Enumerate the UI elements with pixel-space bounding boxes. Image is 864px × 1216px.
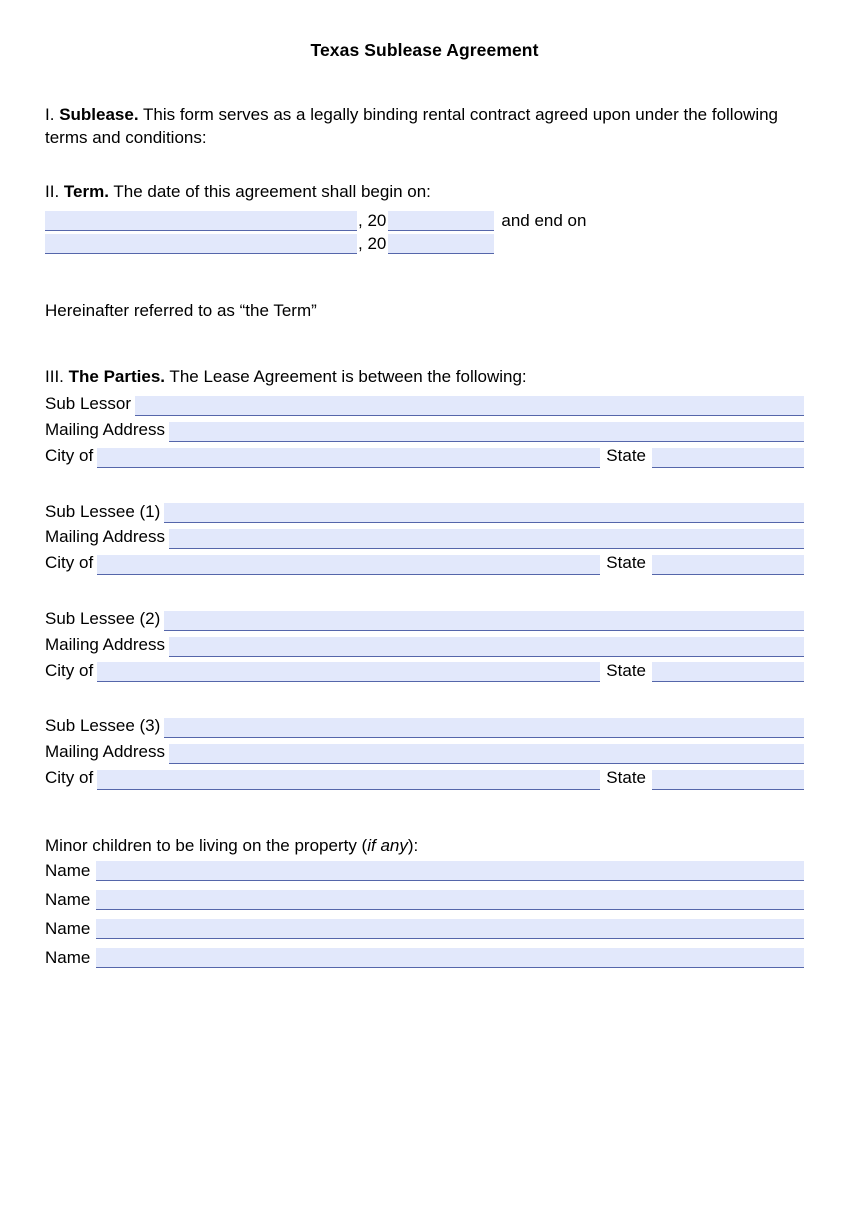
- minor-name-label: Name: [45, 948, 91, 968]
- party-role-label: Sub Lessee (2): [45, 609, 161, 629]
- party-role-label: Sub Lessor: [45, 394, 131, 414]
- minor-name-row: [45, 890, 804, 910]
- party-city-state-row: [45, 444, 804, 468]
- minor-name-field-2[interactable]: [96, 890, 804, 910]
- party-city-label: City of: [45, 553, 94, 573]
- minor-name-label: Name: [45, 861, 91, 881]
- section-term: [45, 180, 804, 203]
- spacer: [45, 470, 804, 500]
- party-name-row: [45, 500, 804, 524]
- minor-name-label: Name: [45, 890, 91, 910]
- party-mailing-label: Mailing Address: [45, 742, 166, 762]
- party-role-label: Sub Lessee (1): [45, 501, 161, 521]
- party-state-field[interactable]: [652, 770, 804, 790]
- minor-name-field-1[interactable]: [96, 861, 804, 881]
- party-mailing-row: [45, 740, 804, 764]
- minor-children-intro: [45, 834, 804, 857]
- party-mailing-label: Mailing Address: [45, 420, 166, 440]
- minor-name-field-4[interactable]: [96, 948, 804, 968]
- party-mailing-field[interactable]: [169, 637, 804, 657]
- section-parties: [45, 365, 804, 388]
- party-city-field[interactable]: [97, 770, 600, 790]
- party-block-sub-lessee-1: [45, 500, 804, 575]
- party-city-label: City of: [45, 445, 94, 465]
- spacer: [45, 150, 804, 180]
- party-block-sub-lessor: [45, 392, 804, 467]
- minor-name-row: [45, 919, 804, 939]
- minor-name-label: Name: [45, 919, 91, 939]
- page-title: Texas Sublease Agreement: [310, 40, 539, 60]
- party-mailing-label: Mailing Address: [45, 634, 166, 654]
- party-city-state-row: [45, 551, 804, 575]
- party-mailing-field[interactable]: [169, 529, 804, 549]
- party-mailing-field[interactable]: [169, 744, 804, 764]
- section-parties-heading: The Parties.: [68, 366, 166, 386]
- party-city-label: City of: [45, 768, 94, 788]
- section-term-heading: Term.: [63, 181, 109, 201]
- party-state-field[interactable]: [652, 555, 804, 575]
- party-state-label: State: [606, 445, 646, 465]
- party-name-row: [45, 714, 804, 738]
- party-city-state-row: [45, 659, 804, 683]
- term-start-year-field[interactable]: [388, 211, 494, 231]
- party-name-field[interactable]: [164, 718, 804, 738]
- party-name-field[interactable]: [164, 503, 804, 523]
- term-end-comma-20: , 20: [358, 234, 387, 254]
- term-and-end-on-label: and end on: [501, 211, 587, 231]
- party-city-state-row: [45, 766, 804, 790]
- party-mailing-row: [45, 525, 804, 549]
- party-mailing-row: [45, 418, 804, 442]
- section-parties-number: III.: [45, 366, 64, 386]
- party-block-sub-lessee-3: [45, 714, 804, 789]
- section-term-number: II.: [45, 181, 60, 201]
- spacer: [45, 257, 804, 299]
- party-state-label: State: [606, 553, 646, 573]
- minor-children-intro-prefix: Minor children to be living on the property (: [45, 835, 368, 855]
- minor-children-intro-suffix: ):: [407, 835, 419, 855]
- term-end-row: [45, 234, 804, 254]
- party-name-row: [45, 392, 804, 416]
- term-end-year-field[interactable]: [388, 234, 494, 254]
- section-parties-text: The Lease Agreement is between the following:: [165, 366, 527, 386]
- party-state-label: State: [606, 768, 646, 788]
- minor-children-intro-italic: if any: [367, 835, 408, 855]
- section-sublease-text: This form serves as a legally binding rental contract agreed upon under the following terms and conditions:: [45, 105, 779, 148]
- term-start-date-field[interactable]: [45, 211, 357, 231]
- party-role-label: Sub Lessee (3): [45, 716, 161, 736]
- term-start-row: [45, 211, 804, 231]
- spacer: [45, 323, 804, 365]
- party-state-field[interactable]: [652, 662, 804, 682]
- spacer: [45, 684, 804, 714]
- minor-name-field-3[interactable]: [96, 919, 804, 939]
- spacer: [45, 577, 804, 607]
- minor-name-row: [45, 861, 804, 881]
- party-name-field[interactable]: [164, 611, 804, 631]
- section-sublease-number: I.: [45, 105, 55, 124]
- party-mailing-field[interactable]: [169, 422, 804, 442]
- party-block-sub-lessee-2: [45, 607, 804, 682]
- party-mailing-row: [45, 633, 804, 657]
- party-city-field[interactable]: [97, 662, 600, 682]
- section-sublease: [45, 103, 804, 150]
- spacer: [45, 792, 804, 834]
- party-city-label: City of: [45, 660, 94, 680]
- section-sublease-heading: Sublease.: [59, 105, 139, 124]
- party-name-field[interactable]: [135, 396, 804, 416]
- party-state-field[interactable]: [652, 448, 804, 468]
- party-mailing-label: Mailing Address: [45, 527, 166, 547]
- term-end-date-field[interactable]: [45, 234, 357, 254]
- section-term-text: The date of this agreement shall begin on:: [108, 181, 431, 201]
- term-start-comma-20: , 20: [358, 211, 387, 231]
- party-city-field[interactable]: [97, 555, 600, 575]
- term-hereinafter-note: Hereinafter referred to as “the Term”: [45, 301, 317, 321]
- party-city-field[interactable]: [97, 448, 600, 468]
- party-state-label: State: [606, 660, 646, 680]
- minor-name-row: [45, 948, 804, 968]
- spacer: [45, 203, 804, 211]
- party-name-row: [45, 607, 804, 631]
- spacer: [45, 61, 804, 103]
